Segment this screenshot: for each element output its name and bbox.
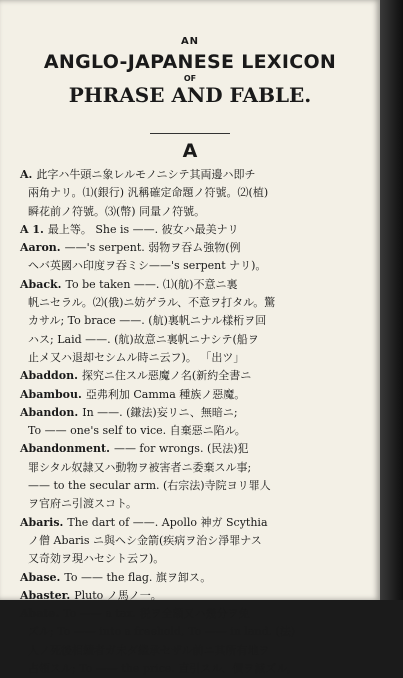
entry-text: 亞弗利加 Camma 種族ノ惡魔。 [85, 387, 246, 401]
entry-line [20, 349, 376, 367]
entry-text: 罪シタル奴隷又ハ動物ヲ被害者ニ委棄スル事; [28, 460, 252, 474]
title-main: ANGLO-JAPANESE LEXICON [43, 51, 337, 73]
entry-line [20, 294, 376, 312]
entry-line [20, 660, 376, 678]
entry-line [20, 312, 376, 330]
entry-first-line [20, 239, 376, 257]
entry-headword: Aaron. [20, 241, 61, 255]
entry-text: ——'s serpent. 弱物ヲ吞ム強物(例 [64, 241, 241, 255]
entry-first-line [20, 367, 376, 385]
entry-text: —— for wrongs. (民法)犯 [113, 442, 249, 456]
entry-first-line [20, 514, 376, 532]
entry-line [20, 495, 376, 513]
entry-first-line [20, 404, 376, 422]
section-letter: A [182, 140, 198, 162]
entry [20, 514, 376, 569]
entries-list [20, 166, 376, 678]
entry [20, 569, 376, 587]
entry-text: 兩角ナリ。⑴(銀行) 汎稱確定命題ノ符號。⑵(植) [28, 186, 269, 200]
entry-text: 此字ハ牛頭ニ象レルモノニシテ其両邊ハ即チ [36, 168, 256, 181]
entry-first-line [20, 440, 376, 458]
entry-line [20, 459, 376, 477]
title-of: OF [183, 74, 197, 83]
entry-text: In ——. (鎌法)妄リニ、無暗ニ; [82, 405, 238, 419]
entry-first-line [20, 166, 376, 184]
entry [20, 605, 376, 678]
title-an: AN [180, 36, 200, 47]
entry [20, 440, 376, 513]
book-spine [380, 0, 403, 600]
entry-first-line [20, 221, 376, 239]
entry-headword: Aback. [20, 277, 62, 291]
entry-headword: Abaster. [20, 588, 71, 602]
entry-line [20, 642, 376, 660]
entry-text: —— to the secular arm. (右宗法)寺院ヨリ罪人 [28, 479, 271, 493]
entry-text: ズル; To —— into a freehold, To —— in land. (法) [28, 625, 296, 639]
entry-text: To —— a tax. 税ヲ全額又ハ幾分ヲ免 [63, 607, 250, 621]
entry-text: 又奇効ヲ現ハセシト云フ)。 [28, 552, 165, 566]
entry-headword: Abaris. [20, 515, 64, 529]
entry-first-line [20, 587, 376, 605]
entry-text: 占領スル; To —— the price. 直引スル、價ヲ減ズル。 [28, 662, 298, 676]
entry-line [20, 184, 376, 202]
entry-first-line [20, 605, 376, 623]
entry-headword: Abate. [20, 607, 60, 621]
entry-text: 止メ又ハ退却セシムル時ニ云フ)。 「出ツ」 [28, 350, 245, 364]
entry-text: ノ僧 Abaris ニ與ヘシ金箭(疾病ヲ治シ淨罪ナス [28, 533, 262, 547]
entry-text: 探究ニ住スル惡魔ノ名(新約全書ニ [81, 369, 252, 383]
entry-line [20, 477, 376, 495]
entry [20, 276, 376, 367]
entry-headword: Abase. [20, 570, 61, 584]
entry-line [20, 257, 376, 275]
entry-text: 最上等。 She is ——. 彼女ハ最美ナリ [47, 222, 239, 236]
entry-text: The dart of ——. Apollo 神ガ Scythia [67, 515, 268, 529]
entry [20, 239, 376, 276]
entry-text: ヘバ英國ハ印度ヲ吞ミシ——'s serpent ナリ)。 [28, 259, 267, 273]
entry-headword: Abaddon. [20, 369, 78, 383]
entry [20, 386, 376, 404]
entry-text: To —— one's self to vice. 自棄惡ニ陷ル。 [28, 424, 246, 438]
entry-headword: A. [20, 168, 33, 181]
entry-text: To —— the flag. 旗ヲ卸ス。 [64, 570, 212, 584]
entry-line [20, 422, 376, 440]
entry-line [20, 623, 376, 641]
entry-text: ヲ官府ニ引渡スコト。 [28, 497, 138, 511]
entry-line [20, 532, 376, 550]
entry-headword: A 1. [20, 222, 44, 236]
entry-line [20, 331, 376, 349]
entry-first-line [20, 386, 376, 404]
entry-text: 帆ニセラル。⑵(俄)ニ妨ゲラル、不意ヲ打タル。驚 [28, 296, 276, 310]
entry [20, 166, 376, 221]
title-block [0, 36, 380, 107]
title-rule [150, 133, 230, 134]
entry-text: 人ノ死後相續者ガ未ダ繼承セザル前ニ其所有地ヲ [28, 643, 270, 657]
entry-text: ハス; Laid ——. (航)故意ニ裏帆ニナシテ(船ヲ [28, 332, 259, 346]
entry-text: カサル; To brace ——. (航)裏帆ニナル樣桁ヲ回 [28, 314, 267, 328]
title-phrase: PHRASE AND FABLE. [68, 83, 312, 107]
entry-line [20, 203, 376, 221]
entry [20, 587, 376, 605]
entry-headword: Abandon. [20, 405, 79, 419]
entry-text: To be taken ——. ⑴(航)不意ニ裏 [65, 277, 238, 291]
entry-headword: Abambou. [20, 387, 82, 401]
entry-first-line [20, 276, 376, 294]
entry-first-line [20, 569, 376, 587]
entry-text: Pluto ノ馬ノ一。 [74, 588, 162, 602]
entry [20, 221, 376, 239]
entry-line [20, 550, 376, 568]
entry-text: 瞬花前ノ符號。⑶(幣) 同量ノ符號。 [28, 204, 206, 218]
entry [20, 404, 376, 441]
entry [20, 367, 376, 385]
entry-headword: Abandonment. [20, 442, 110, 456]
